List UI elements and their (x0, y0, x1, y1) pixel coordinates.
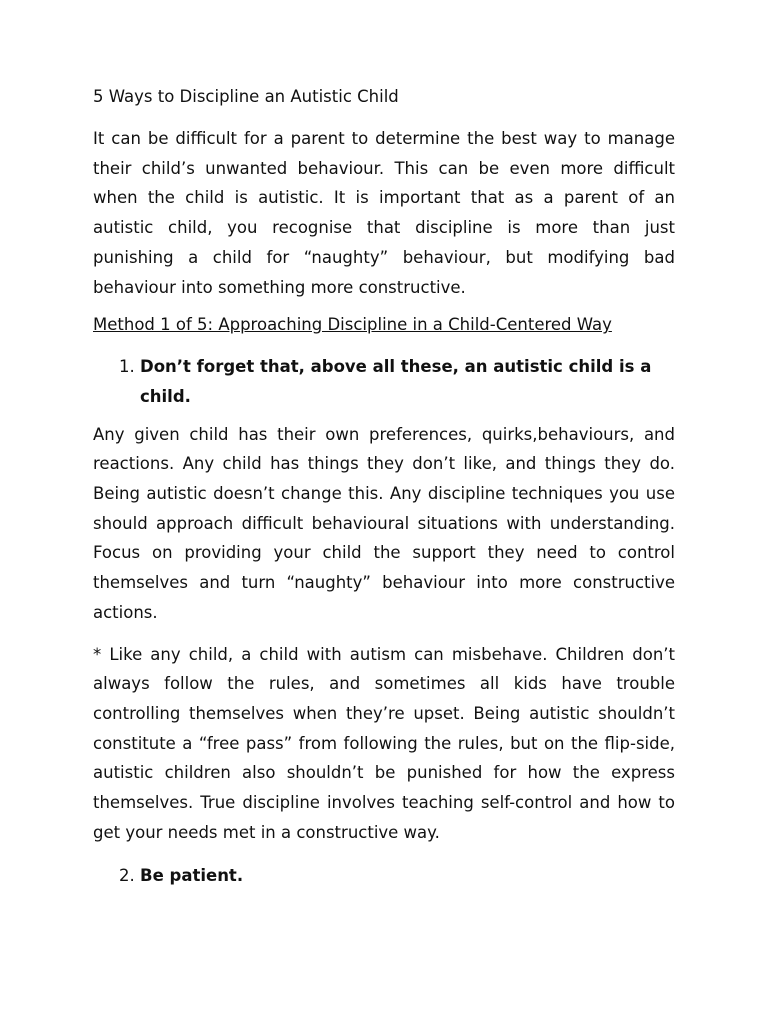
step-2-text: Be patient. (140, 866, 244, 886)
step-1 (93, 352, 675, 411)
step-1-note: * Like any child, a child with autism can misbehave. Children don’t always follow the rules, and sometimes all kids have trouble controlling themselves when they’re upset. Being autistic shouldn’t constitute a “free pass” from following the rules, but on the flip-side, autistic children also shouldn’t be punished for how the express themselves. True discipline involves teaching self-control and how to get your needs met in a constructive way. (93, 644, 675, 842)
document-title: 5 Ways to Discipline an Autistic Child (93, 87, 399, 106)
step-2-number: 2. (119, 866, 140, 886)
step-1-number: 1. (119, 357, 140, 377)
step-2 (93, 861, 675, 891)
document-page (93, 86, 675, 899)
intro-paragraph: It can be difficult for a parent to determine the best way to manage their child’s unwanted behaviour. This can be even more difficult when the child is autistic. It is important that as a parent of an autistic child, you recognise that discipline is more than just punishing a child for “naughty” behaviour, but modifying bad behaviour into something more constructive. (93, 129, 675, 297)
step-1-paragraph: Any given child has their own preferences, quirks,behaviours, and reactions. Any child has things they don’t like, and things they do. Being autistic doesn’t change this. Any discipline techniques you use should approach difficult behavioural situations with understanding. Focus on providing your child the support they need to control themselves and turn “naughty” behaviour into more constructive actions. (93, 424, 675, 622)
method-heading: Method 1 of 5: Approaching Discipline in a Child-Centered Way (93, 315, 612, 335)
step-1-text: Don’t forget that, above all these, an autistic child is a child. (140, 357, 652, 406)
